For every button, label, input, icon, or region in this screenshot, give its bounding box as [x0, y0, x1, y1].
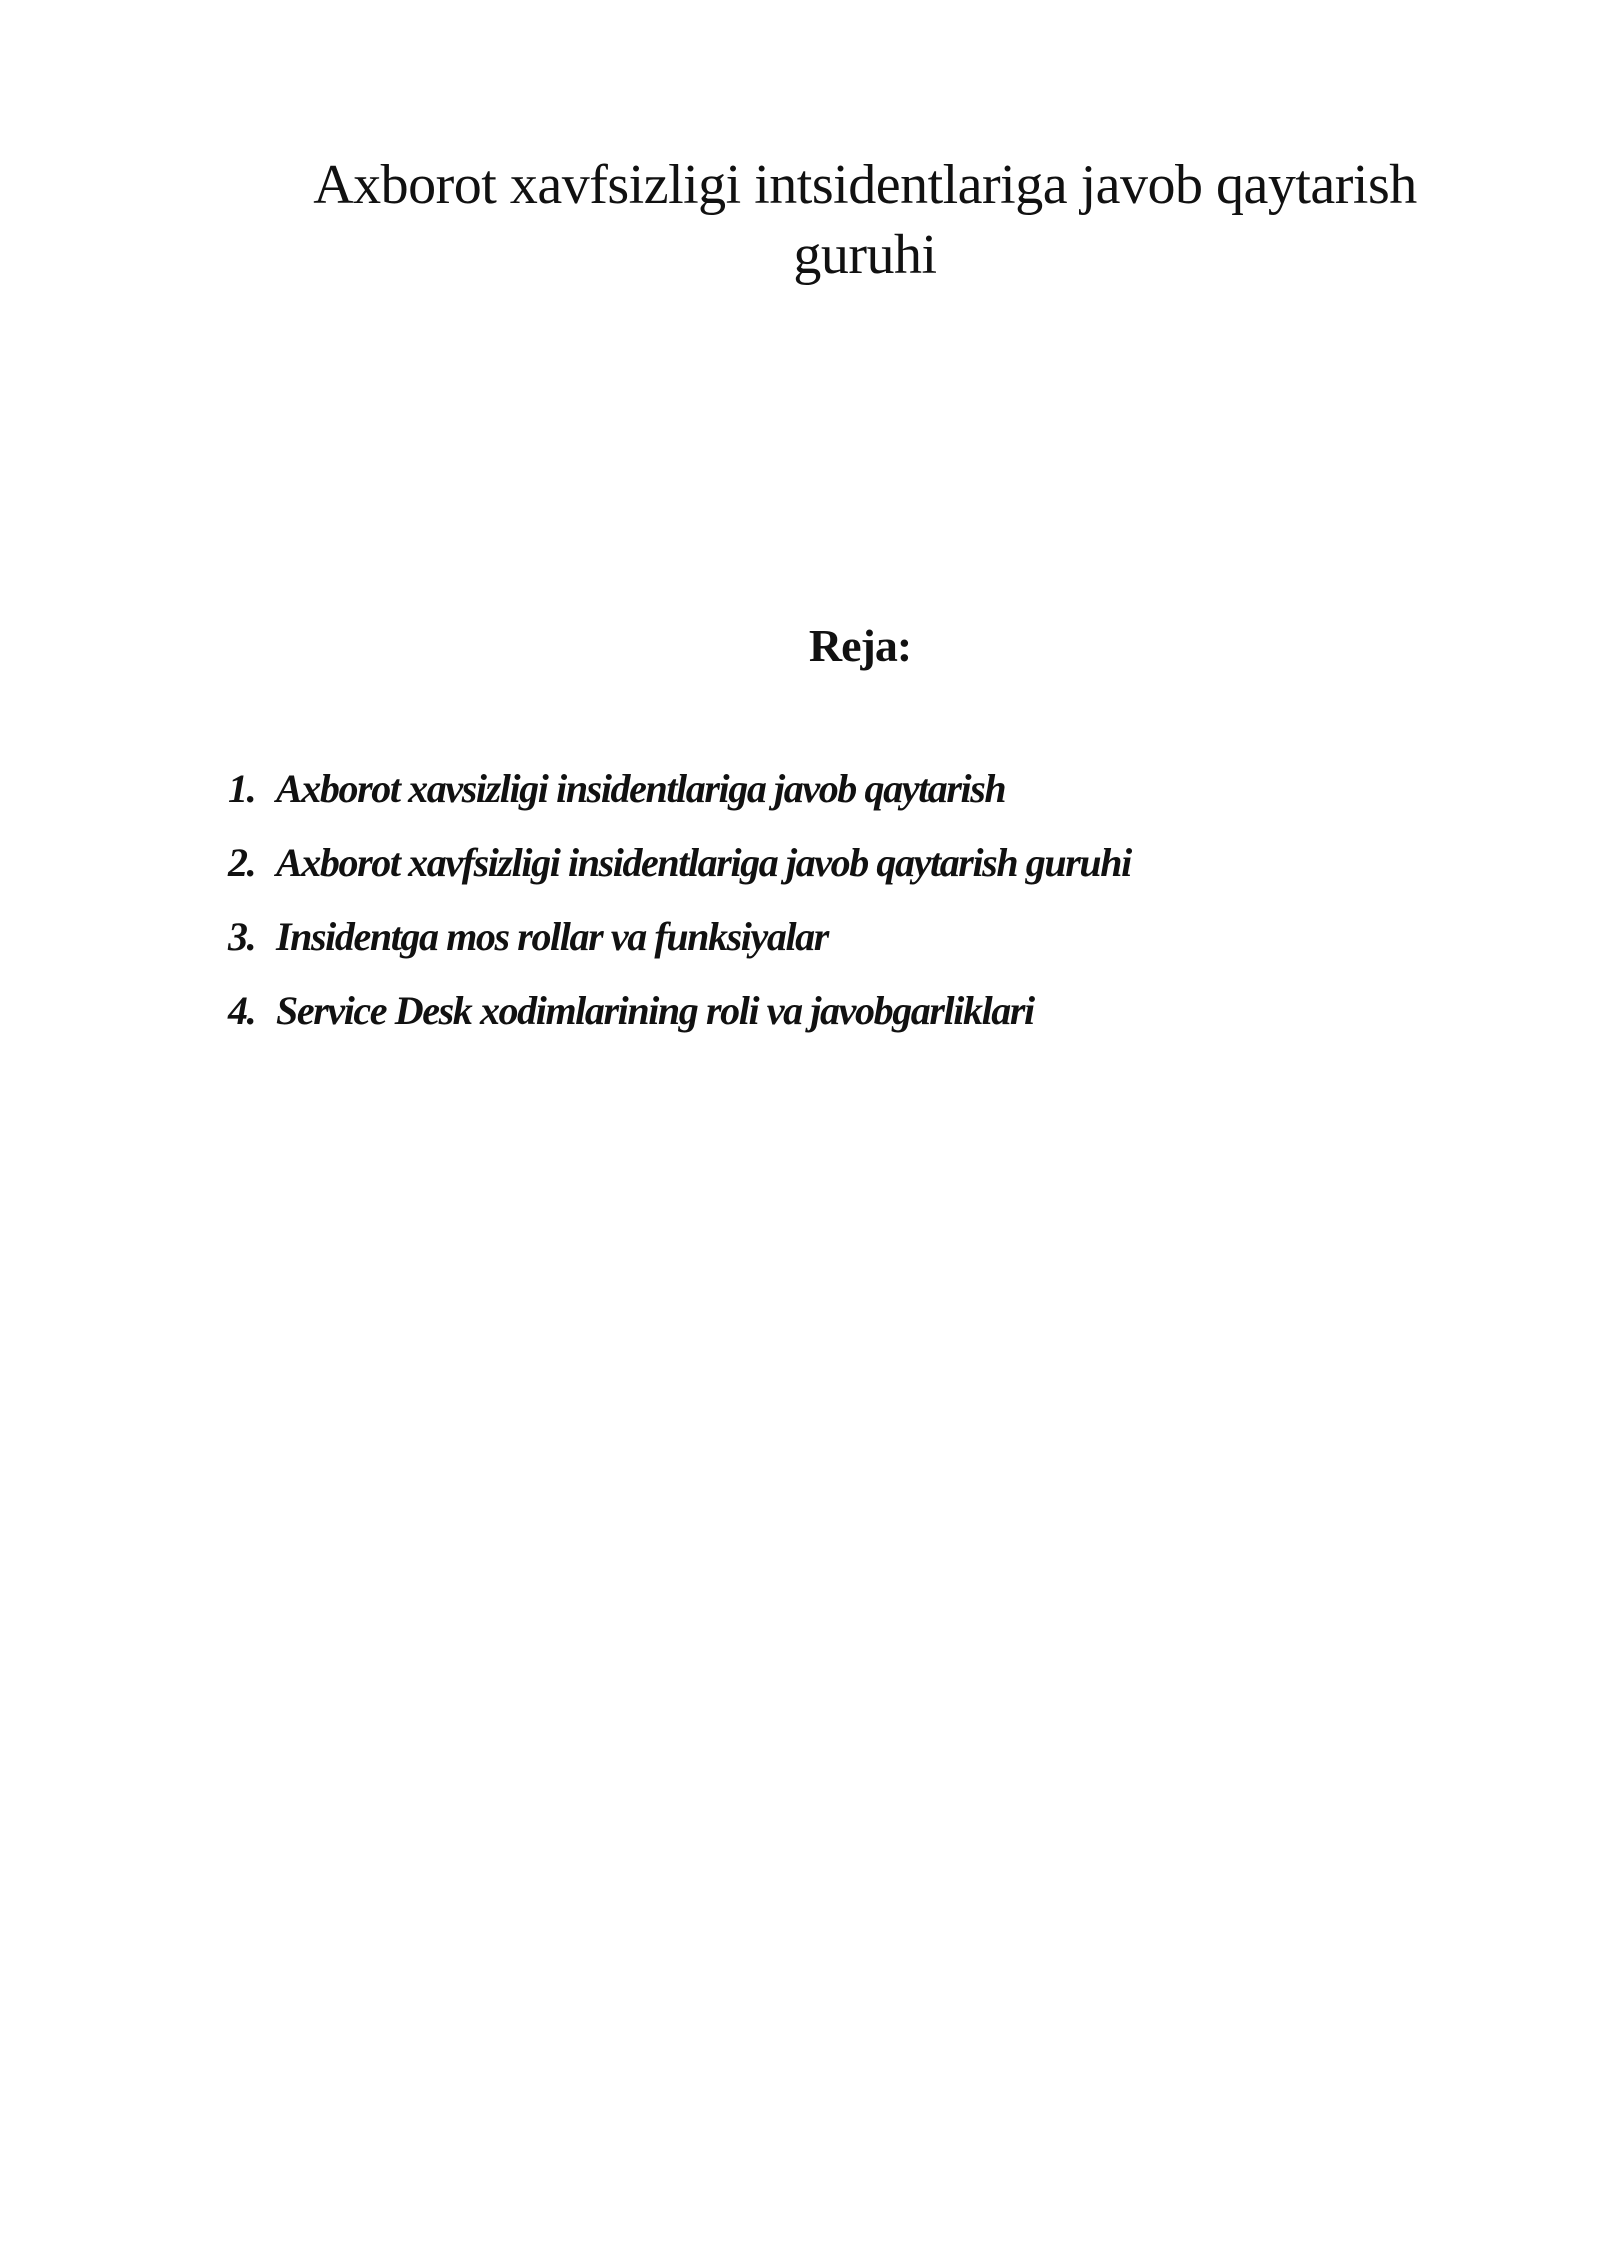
plan-item [228, 764, 1478, 838]
document-title: Axborot xavfsizligi intsidentlariga javob qaytarish guruhi [313, 154, 1417, 286]
plan-heading: Reja: [808, 620, 912, 671]
plan-item-text: Insidentga mos rollar va funksiyalar [276, 914, 828, 959]
plan-item [228, 986, 1478, 1060]
plan-item-number: 2. [228, 840, 256, 885]
plan-item-text: Service Desk xodimlarining roli va javobgarliklari [276, 988, 1034, 1033]
plan-item-number: 3. [228, 914, 256, 959]
plan-item [228, 912, 1478, 986]
plan-item-number: 4. [228, 988, 256, 1033]
plan-item-number: 1. [228, 766, 256, 811]
plan-list [228, 764, 1478, 1060]
plan-item-text: Axborot xavsizligi insidentlariga javob qaytarish [276, 766, 1006, 811]
plan-item-text: Axborot xavfsizligi insidentlariga javob qaytarish guruhi [276, 840, 1131, 885]
plan-item [228, 838, 1478, 912]
